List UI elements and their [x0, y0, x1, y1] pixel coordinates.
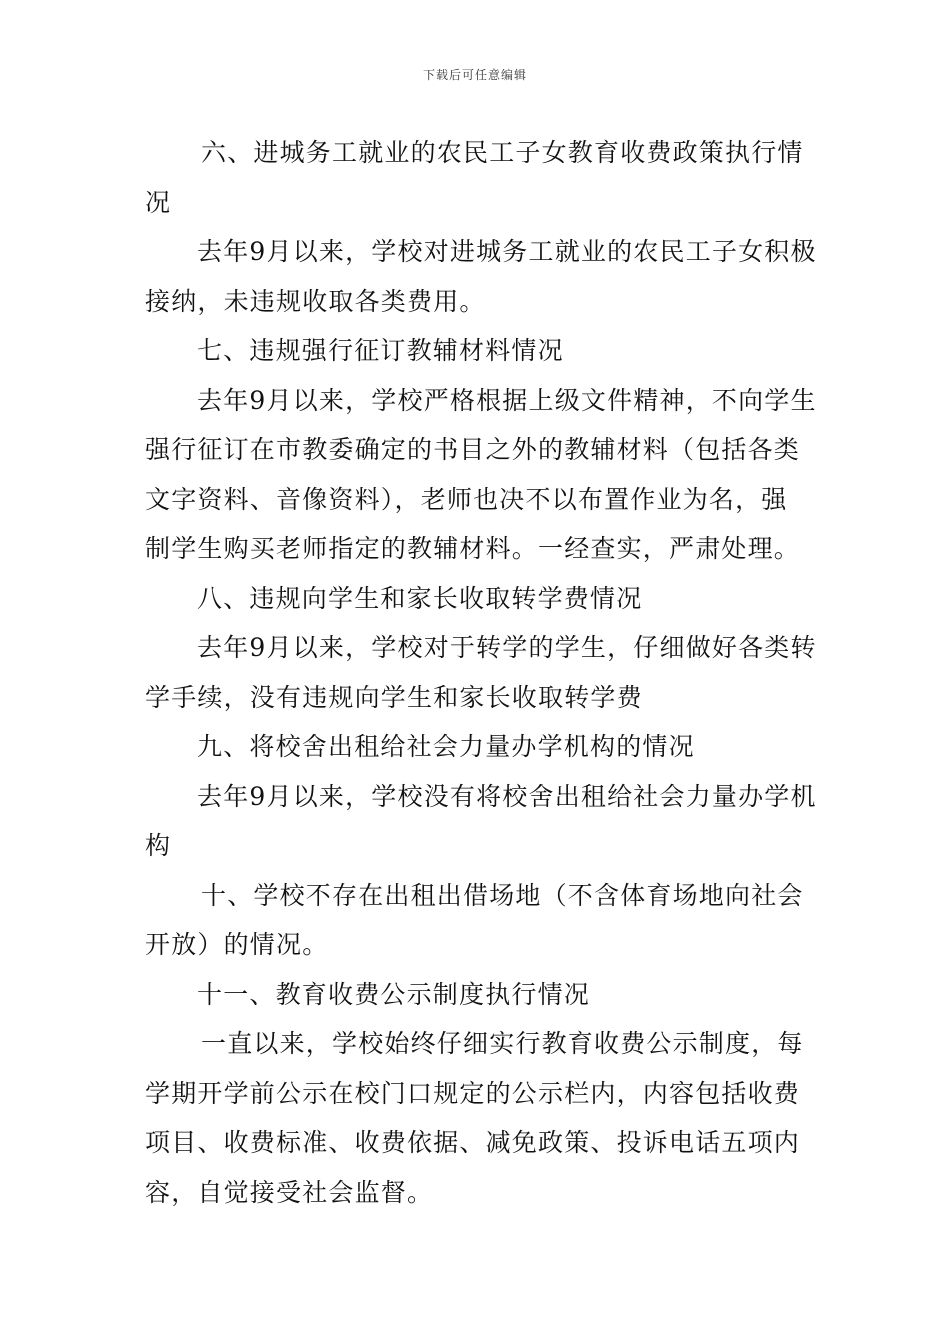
section-ten-line-1: 十、学校不存在出租出借场地（不含体育场地向社会 [201, 880, 804, 910]
section-ten-line-2: 开放）的情况。 [145, 930, 329, 959]
section-eleven-body-line-1: 一直以来，学校始终仔细实行教育收费公示制度，每 [201, 1029, 804, 1058]
section-seven-body-line-2: 强行征订在市教委确定的书目之外的教辅材料（包括各类 [145, 435, 801, 464]
section-eight-body-line-1: 去年9月以来，学校对于转学的学生，仔细做好各类转 [197, 633, 817, 662]
section-six-body-line-1: 去年9月以来，学校对进城务工就业的农民工子女积极 [197, 237, 817, 266]
section-six-heading-line-1: 六、进城务工就业的农民工子女教育收费政策执行情 [201, 138, 804, 167]
section-nine-body-line-2: 构 [145, 831, 172, 860]
section-nine-heading: 九、将校舍出租给社会力量办学机构的情况 [197, 732, 695, 761]
section-nine-body-line-1: 去年9月以来，学校没有将校舍出租给社会力量办学机 [197, 781, 817, 811]
section-eleven-body-line-2: 学期开学前公示在校门口规定的公示栏内，内容包括收费 [145, 1078, 801, 1108]
section-seven-body-line-3: 文字资料、音像资料），老师也决不以布置作业为名，强 [145, 484, 788, 514]
section-seven-body-line-4: 制学生购买老师指定的教辅材料。一经查实，严肃处理。 [145, 534, 801, 563]
section-six-body-line-2: 接纳，未违规收取各类费用。 [145, 286, 486, 316]
section-eight-body-line-2: 学手续，没有违规向学生和家长收取转学费 [145, 682, 643, 712]
section-eight-heading: 八、违规向学生和家长收取转学费情况 [197, 583, 643, 613]
section-seven-heading: 七、违规强行征订教辅材料情况 [197, 336, 564, 365]
document-body [145, 128, 817, 1217]
section-eleven-heading: 十一、教育收费公示制度执行情况 [197, 979, 591, 1009]
section-eleven-body-line-4: 容，自觉接受社会监督。 [145, 1177, 434, 1207]
section-seven-body-line-1: 去年9月以来，学校严格根据上级文件精神，不向学生 [197, 385, 817, 415]
header-note: 下载后可任意编辑 [422, 68, 527, 82]
section-eleven-body-line-3: 项目、收费标准、收费依据、减免政策、投诉电话五项内 [145, 1128, 801, 1157]
section-six-heading-line-2: 况 [145, 187, 172, 217]
